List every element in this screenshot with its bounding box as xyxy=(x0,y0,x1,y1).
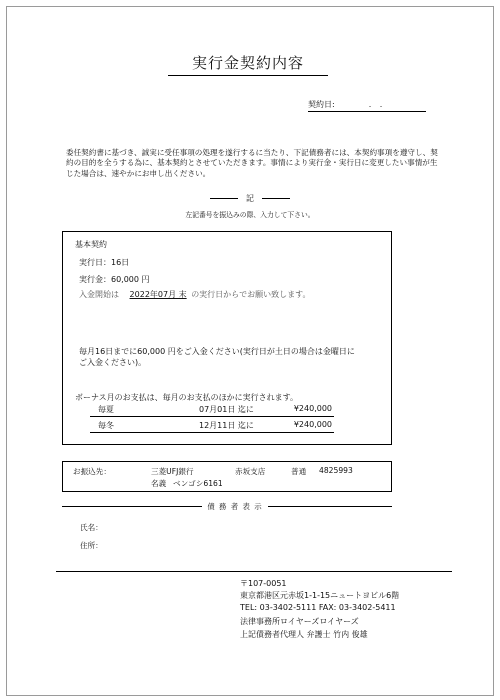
intro-paragraph: 委任契約書に基づき、誠実に受任事項の処理を遂行するに当たり、下記債務者には、本契約事項を遵守し、契約の目的を全うする為に、基本契約とさせていただきます。事情により実行金・実行日に変更したい事情が生じた場合は、速やかにお申し出ください。 xyxy=(66,148,438,178)
transfer-note: 左記番号を振込みの際、入力して下さい。 xyxy=(185,211,315,219)
office-postal: 〒107-0051 xyxy=(240,579,287,588)
bonus-amount: ¥240,000 xyxy=(293,420,332,429)
contract-date-placeholder: . . xyxy=(368,100,386,109)
bank-name: 三菱UFJ銀行 xyxy=(151,467,194,476)
bonus-row-summer xyxy=(90,403,334,417)
bonus-intro: ボーナス月のお支払は、毎月のお支払のほかに実行されます。 xyxy=(75,393,299,402)
office-tel-fax: TEL: 03-3402-5111 FAX: 03-3402-5411 xyxy=(240,603,396,612)
signature-divider xyxy=(56,571,452,572)
debtor-header-label: 債 務 者 表 示 xyxy=(207,502,263,511)
account-number: 4825993 xyxy=(319,466,353,475)
execution-amount: 実行金：60,000 円 xyxy=(79,275,150,284)
document-title: 実行金契約内容 xyxy=(168,52,328,76)
bonus-date: 12月11日 迄に xyxy=(199,421,254,430)
payment-line-1: 毎月16日までに60,000 円をご入金ください(実行日が土日の場合は金曜日に xyxy=(79,347,355,356)
start-text xyxy=(79,289,310,300)
bank-label: お振込先： xyxy=(73,467,111,476)
basic-contract-heading: 基本契約 xyxy=(75,240,107,249)
ki-dash-right xyxy=(262,198,290,199)
holder-label: 名義 xyxy=(151,479,167,488)
ki-heading xyxy=(0,193,500,204)
debtor-name-label: 氏名： xyxy=(80,523,103,532)
payment-line-2: ご入金ください)。 xyxy=(79,358,147,367)
start-month: 2022年07月 末 xyxy=(129,290,187,299)
basic-contract-box xyxy=(62,231,392,445)
office-address: 東京都港区元赤坂1-1-15ニュートヨビル6階 xyxy=(240,591,400,600)
start-suffix: の実行日からでお願い致します。 xyxy=(191,290,311,299)
debtor-header-line-left xyxy=(62,506,202,507)
ki-dash-left xyxy=(210,198,238,199)
debtor-address-label: 住所： xyxy=(80,541,103,550)
ki-label: 記 xyxy=(246,194,254,203)
account-holder: ベンゴシ6161 xyxy=(173,479,223,488)
debtor-header-line-right xyxy=(268,506,392,507)
office-agent: 上記債務者代理人 弁護士 竹内 俊雄 xyxy=(240,630,368,639)
bonus-season: 毎冬 xyxy=(98,421,114,430)
bonus-season: 毎夏 xyxy=(98,405,114,414)
bonus-amount: ¥240,000 xyxy=(293,404,332,413)
account-type: 普通 xyxy=(291,467,307,476)
contract-date-label: 契約日: xyxy=(308,100,335,109)
bank-branch: 赤坂支店 xyxy=(235,467,266,476)
execution-day: 実行日：16日 xyxy=(79,258,130,267)
bonus-date: 07月01日 迄に xyxy=(199,405,254,414)
start-prefix: 入金開始は xyxy=(79,290,119,299)
bonus-row-winter xyxy=(90,419,334,433)
office-firm: 法律事務所ロイヤーズロイヤーズ xyxy=(240,617,359,626)
bank-transfer-box xyxy=(62,461,392,492)
debtor-header xyxy=(62,501,392,511)
contract-date-field xyxy=(308,99,426,112)
